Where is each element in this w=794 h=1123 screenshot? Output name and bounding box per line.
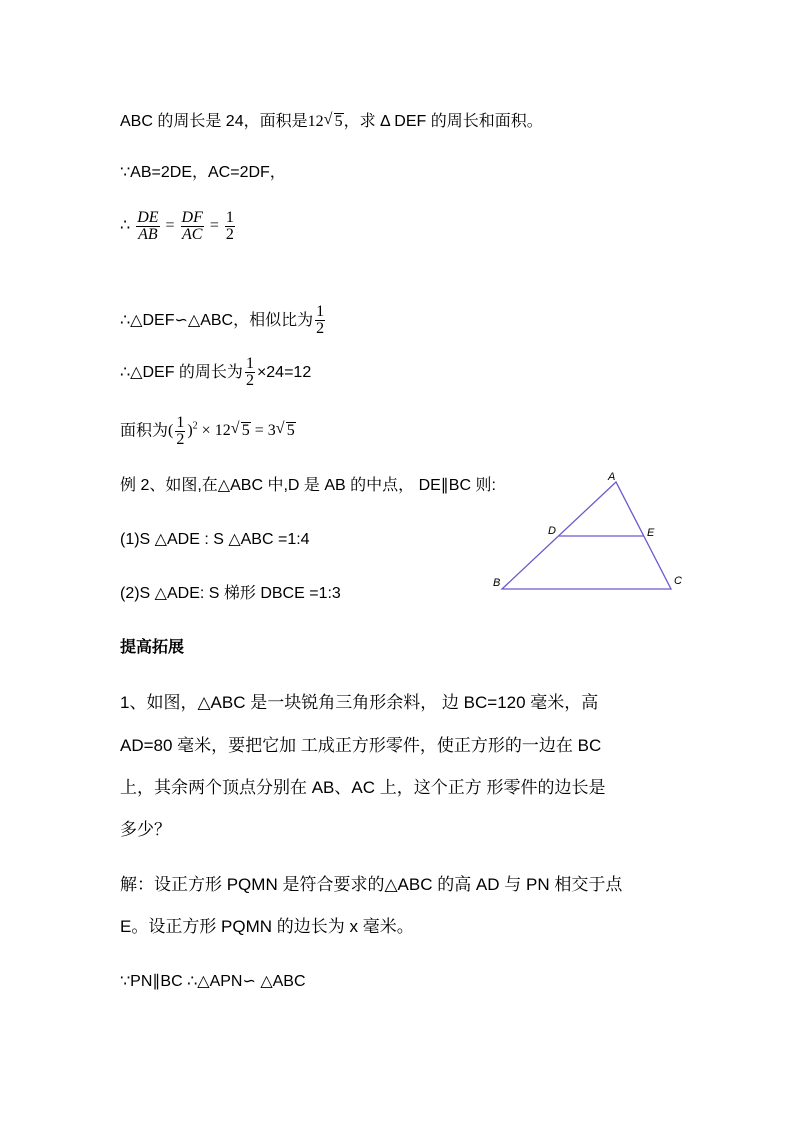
sqrt-symbol: √ 5 xyxy=(230,420,250,440)
sqrt-symbol: √ 5 xyxy=(323,111,343,130)
label-c: C xyxy=(674,575,682,587)
numerator: DE xyxy=(137,209,159,226)
fraction-half xyxy=(245,356,255,389)
times: × xyxy=(201,422,211,440)
line-ratio xyxy=(120,210,237,243)
coef: 12 xyxy=(307,113,324,130)
therefore: ∴ xyxy=(120,217,131,235)
problem-1-line-3: 上，其余两个顶点分别在 AB、AC 上，这个正方 形零件的边长是 xyxy=(120,778,606,797)
radicand: 5 xyxy=(286,422,295,440)
denominator: 2 xyxy=(245,372,254,390)
triangle-figure xyxy=(488,468,698,598)
radicand: 5 xyxy=(241,422,250,440)
section-heading: 提高拓展 xyxy=(120,639,185,656)
label-a: A xyxy=(608,471,616,483)
denominator: 2 xyxy=(225,226,234,243)
coef: 3 xyxy=(267,422,276,440)
line-because: ∵AB=2DE，AC=2DF， xyxy=(120,164,286,181)
numerator: DF xyxy=(181,209,203,226)
text: ∴△DEF∽△ABC，相似比为 xyxy=(120,312,314,329)
denominator: 2 xyxy=(316,320,325,338)
label-e: E xyxy=(647,527,655,539)
line-area-result xyxy=(120,410,296,448)
problem-1-line-1: 1、如图，△ABC 是一块锐角三角形余料， 边 BC=120 毫米，高 xyxy=(120,693,599,712)
text: ABC 的周长是 24，面积是 xyxy=(120,113,308,130)
coef: 12 xyxy=(214,422,231,440)
text: ×24=12 xyxy=(256,364,312,381)
label-b: B xyxy=(493,577,501,589)
denominator: AB xyxy=(138,226,158,243)
line-perimeter-result xyxy=(120,356,311,390)
problem-1-line-4: 多少？ xyxy=(120,820,171,839)
fraction-half xyxy=(315,304,325,337)
text: 面积为 xyxy=(120,422,169,440)
area-value xyxy=(308,113,344,130)
denominator: AC xyxy=(181,226,203,243)
example-2-title: 例 2、如图,在△ABC 中,D 是 AB 的中点， DE∥BC 则: xyxy=(120,477,496,494)
problem-1-line-2: AD=80 毫米，要把它加 工成正方形零件，使正方形的一边在 BC xyxy=(120,736,602,755)
fraction-half xyxy=(225,210,235,243)
fraction-half xyxy=(175,415,185,448)
numerator: 1 xyxy=(316,303,325,321)
label-d: D xyxy=(548,525,556,537)
equals: = xyxy=(254,422,264,440)
fraction-de-ab xyxy=(136,210,159,243)
line-similar xyxy=(120,304,327,338)
exponent: 2 xyxy=(192,421,198,432)
example-2-part-1: (1)S △ADE : S △ABC =1:4 xyxy=(120,531,310,548)
equals: = xyxy=(209,217,219,235)
denominator: 2 xyxy=(176,431,185,449)
radicand: 5 xyxy=(334,113,343,130)
fraction-df-ac xyxy=(181,210,204,243)
equals: = xyxy=(165,217,175,235)
example-2-part-2: (2)S △ADE: S 梯形 DBCE =1:3 xyxy=(120,585,341,602)
solution-line-2: E。设正方形 PQMN 的边长为 x 毫米。 xyxy=(120,917,414,936)
area-expression: ( $\frac{1}{2}$ )$^2$ × 12 √ 5 = 3 √ 5 xyxy=(168,414,295,449)
solution-line-1: 解：设正方形 PQMN 是符合要求的△ABC 的高 AD 与 PN 相交于点 xyxy=(120,875,623,894)
text: ∴△DEF 的周长为 xyxy=(120,364,243,381)
numerator: 1 xyxy=(245,355,254,373)
solution-line-3: ∵PN∥BC ∴△APN∽ △ABC xyxy=(120,973,306,990)
numerator: 1 xyxy=(176,414,185,432)
line-perimeter-area xyxy=(120,112,543,132)
numerator: 1 xyxy=(225,209,234,226)
sqrt-symbol: √ 5 xyxy=(275,420,295,440)
text: ，求 Δ DEF 的周长和面积。 xyxy=(343,113,543,130)
